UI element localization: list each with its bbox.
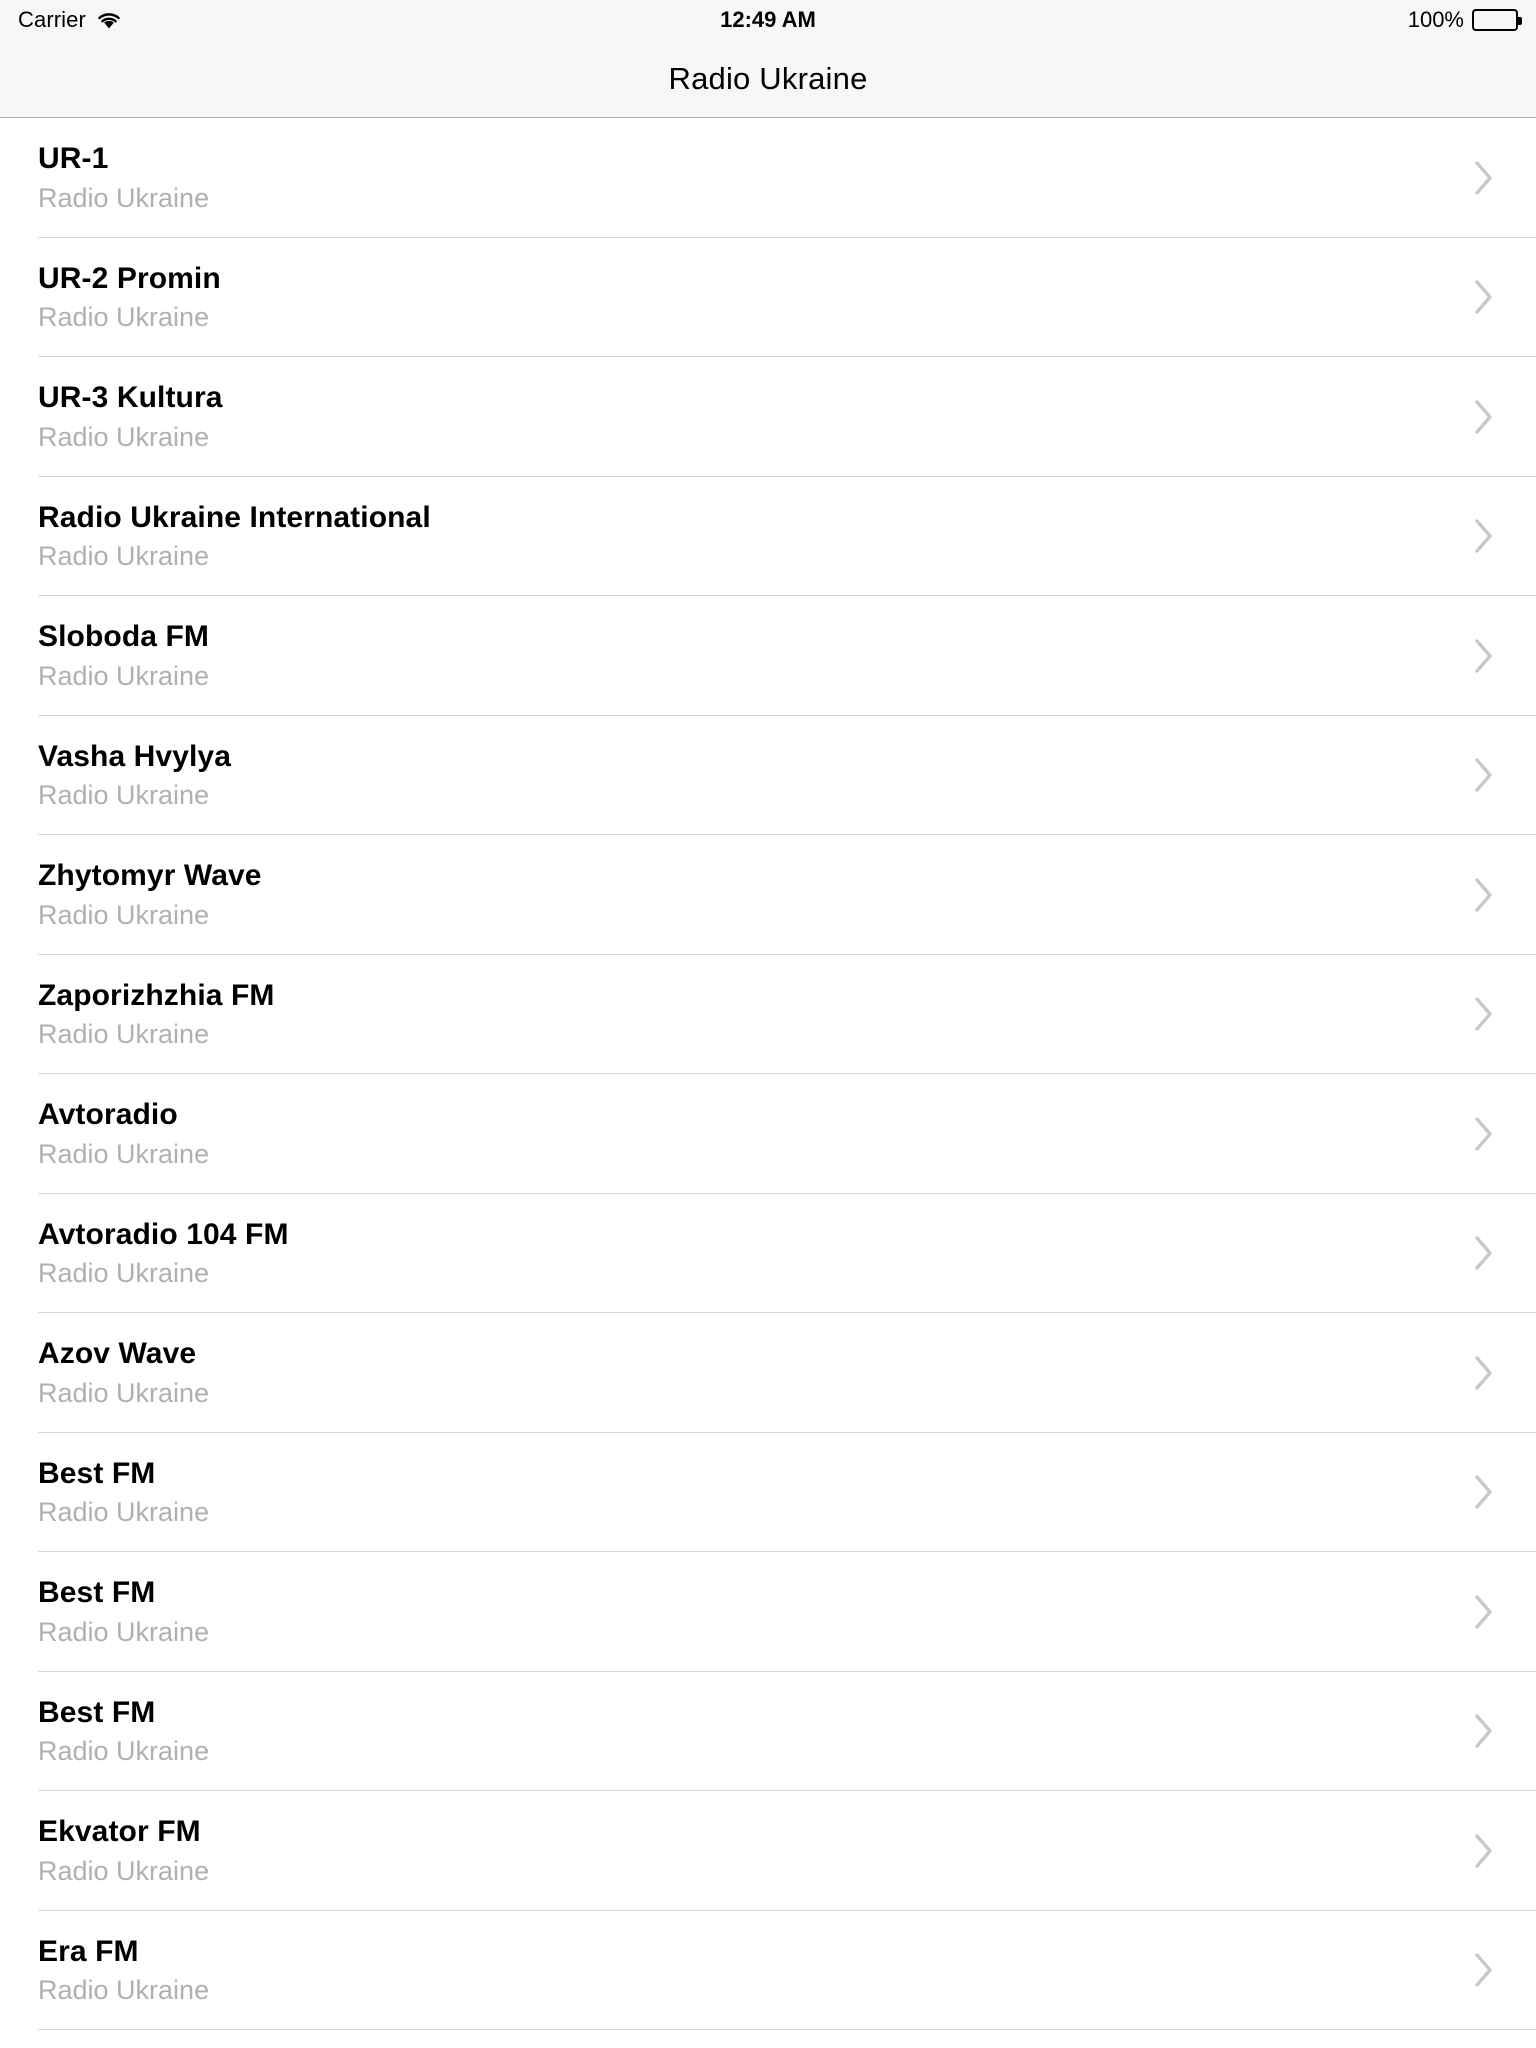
station-name: Best FM — [38, 1456, 156, 1490]
station-list — [0, 118, 1536, 2030]
station-name: Zhytomyr Wave — [38, 859, 262, 893]
list-item[interactable] — [0, 1074, 1536, 1194]
station-category: Radio Ukraine — [38, 1855, 210, 1886]
chevron-right-icon — [1474, 280, 1494, 314]
status-bar — [0, 0, 1536, 40]
page-title: Radio Ukraine — [668, 60, 868, 96]
chevron-right-icon — [1474, 400, 1494, 434]
wifi-icon — [96, 10, 122, 30]
list-item[interactable] — [0, 238, 1536, 358]
list-item[interactable] — [0, 477, 1536, 597]
battery-percent-label: 100% — [1407, 7, 1464, 32]
station-name: Era FM — [38, 1934, 139, 1968]
list-item[interactable] — [0, 1313, 1536, 1433]
station-category: Radio Ukraine — [38, 1975, 210, 2006]
list-item[interactable] — [0, 1791, 1536, 1911]
station-category: Radio Ukraine — [38, 1019, 210, 1050]
station-name: UR-1 — [38, 142, 109, 176]
list-item[interactable] — [0, 1194, 1536, 1314]
station-category: Radio Ukraine — [38, 541, 210, 572]
station-category: Radio Ukraine — [38, 780, 210, 811]
station-category: Radio Ukraine — [38, 899, 210, 930]
chevron-right-icon — [1474, 758, 1494, 792]
station-name: Sloboda FM — [38, 620, 209, 654]
chevron-right-icon — [1474, 519, 1494, 553]
station-name: Vasha Hvylya — [38, 739, 232, 773]
chevron-right-icon — [1474, 1595, 1494, 1629]
station-name: Zaporizhzhia FM — [38, 978, 275, 1012]
list-item[interactable] — [0, 1552, 1536, 1672]
station-name: Best FM — [38, 1576, 156, 1610]
list-item[interactable] — [0, 1672, 1536, 1792]
list-item[interactable] — [0, 955, 1536, 1075]
station-category: Radio Ukraine — [38, 1616, 210, 1647]
navigation-bar — [0, 40, 1536, 118]
list-item[interactable] — [0, 357, 1536, 477]
station-category: Radio Ukraine — [38, 1497, 210, 1528]
station-category: Radio Ukraine — [38, 182, 210, 213]
station-name: UR-3 Kultura — [38, 381, 223, 415]
chevron-right-icon — [1474, 1475, 1494, 1509]
list-item[interactable] — [0, 596, 1536, 716]
status-bar-left — [18, 7, 122, 33]
list-item[interactable] — [0, 1433, 1536, 1553]
chevron-right-icon — [1474, 1953, 1494, 1987]
list-item[interactable] — [0, 835, 1536, 955]
station-category: Radio Ukraine — [38, 1138, 210, 1169]
chevron-right-icon — [1474, 639, 1494, 673]
station-name: Ekvator FM — [38, 1815, 201, 1849]
chevron-right-icon — [1474, 1356, 1494, 1390]
status-bar-right — [1408, 7, 1518, 33]
chevron-right-icon — [1474, 878, 1494, 912]
chevron-right-icon — [1474, 1834, 1494, 1868]
list-item[interactable] — [0, 1911, 1536, 2031]
station-name: UR-2 Promin — [38, 261, 221, 295]
chevron-right-icon — [1474, 161, 1494, 195]
station-category: Radio Ukraine — [38, 421, 210, 452]
chevron-right-icon — [1474, 1714, 1494, 1748]
station-name: Avtoradio 104 FM — [38, 1217, 289, 1251]
status-bar-clock: 12:49 AM — [720, 7, 816, 32]
chevron-right-icon — [1474, 1236, 1494, 1270]
carrier-label: Carrier — [18, 7, 86, 32]
station-name: Best FM — [38, 1695, 156, 1729]
battery-icon — [1472, 9, 1518, 31]
station-name: Avtoradio — [38, 1098, 178, 1132]
station-category: Radio Ukraine — [38, 1736, 210, 1767]
station-name: Radio Ukraine International — [38, 500, 431, 534]
station-category: Radio Ukraine — [38, 1258, 210, 1289]
station-category: Radio Ukraine — [38, 660, 210, 691]
station-category: Radio Ukraine — [38, 302, 210, 333]
station-name: Azov Wave — [38, 1337, 197, 1371]
list-item[interactable] — [0, 716, 1536, 836]
list-item[interactable] — [0, 118, 1536, 238]
station-category: Radio Ukraine — [38, 1377, 210, 1408]
chevron-right-icon — [1474, 1117, 1494, 1151]
chevron-right-icon — [1474, 997, 1494, 1031]
